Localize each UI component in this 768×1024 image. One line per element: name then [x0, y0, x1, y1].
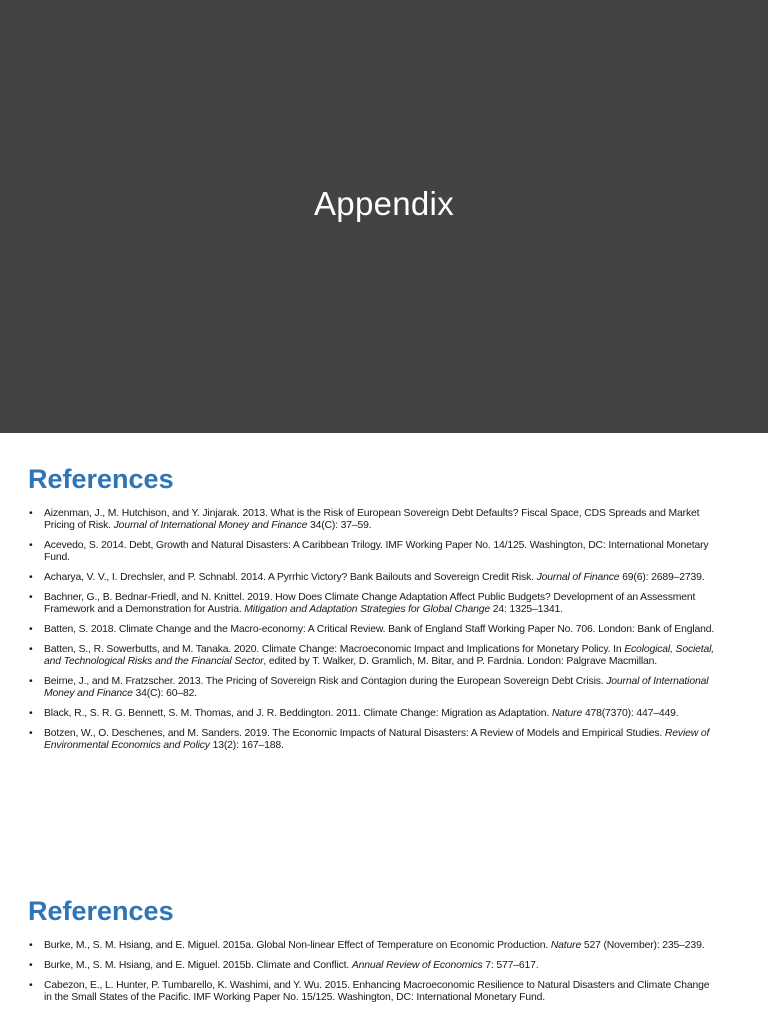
- appendix-title: Appendix: [313, 185, 454, 223]
- reference-item: • Cabezon, E., L. Hunter, P. Tumbarello, K. Washimi, and Y. Wu. 2015. Enhancing Macroeconomic Resilience to Natural Disasters and Climate Change in the Small States of the Pacific. IMF Working Paper No. 15/125. Washington, DC: International Monetary Fund.: [28, 980, 718, 1004]
- reference-item: • Beirne, J., and M. Fratzscher. 2013. The Pricing of Sovereign Risk and Contagion during the European Sovereign Debt Crisis. Journal of International Money and Finance 34(C): 60–82.: [28, 676, 718, 700]
- reference-item: • Acharya, V. V., I. Drechsler, and P. Schnabl. 2014. A Pyrrhic Victory? Bank Bailouts and Sovereign Credit Risk. Journal of Finance 69(6): 2689–2739.: [28, 572, 718, 584]
- reference-item: • Batten, S. 2018. Climate Change and the Macro-economy: A Critical Review. Bank of England Staff Working Paper No. 706. London: Bank of England.: [28, 624, 718, 636]
- reference-item: • Burke, M., S. M. Hsiang, and E. Miguel. 2015b. Climate and Conflict. Annual Review of Economics 7: 577–617.: [28, 960, 718, 972]
- references-slide-1: [0, 433, 768, 863]
- references-heading: References: [28, 896, 174, 926]
- reference-item: • Aizenman, J., M. Hutchison, and Y. Jinjarak. 2013. What is the Risk of European Sovereign Debt Defaults? Fiscal Space, CDS Spreads and Market Pricing of Risk. Journal of International Money and Finance 34(C): 37–59.: [28, 508, 718, 532]
- references-slide-2: [0, 880, 768, 1024]
- reference-item: • Acevedo, S. 2014. Debt, Growth and Natural Disasters: A Caribbean Trilogy. IMF Working Paper No. 14/125. Washington, DC: International Monetary Fund.: [28, 540, 718, 564]
- appendix-slide: [0, 0, 768, 433]
- references-list: [28, 508, 718, 760]
- reference-item: • Black, R., S. R. G. Bennett, S. M. Thomas, and J. R. Beddington. 2011. Climate Change: Migration as Adaptation. Nature 478(7370): 447–449.: [28, 708, 718, 720]
- references-heading: References: [28, 464, 174, 494]
- reference-item: • Burke, M., S. M. Hsiang, and E. Miguel. 2015a. Global Non-linear Effect of Temperature on Economic Production. Nature 527 (November): 235–239.: [28, 940, 718, 952]
- reference-item: • Botzen, W., O. Deschenes, and M. Sanders. 2019. The Economic Impacts of Natural Disasters: A Review of Models and Empirical Studies. Review of Environmental Economics and Policy 13(2): 167–188.: [28, 728, 718, 752]
- reference-item: • Batten, S., R. Sowerbutts, and M. Tanaka. 2020. Climate Change: Macroeconomic Impact and Implications for Monetary Policy. In Ecological, Societal, and Technological Risks and the Financial Sector, edited by T. Walker, D. Gramlich, M. Bitar, and P. Fardnia. London: Palgrave Macmillan.: [28, 644, 718, 668]
- references-list: [28, 940, 718, 1012]
- reference-item: • Bachner, G., B. Bednar-Friedl, and N. Knittel. 2019. How Does Climate Change Adaptation Affect Public Budgets? Development of an Assessment Framework and a Demonstration for Austria. Mitigation and Adaptation Strategies for Global Change 24: 1325–1341.: [28, 592, 718, 616]
